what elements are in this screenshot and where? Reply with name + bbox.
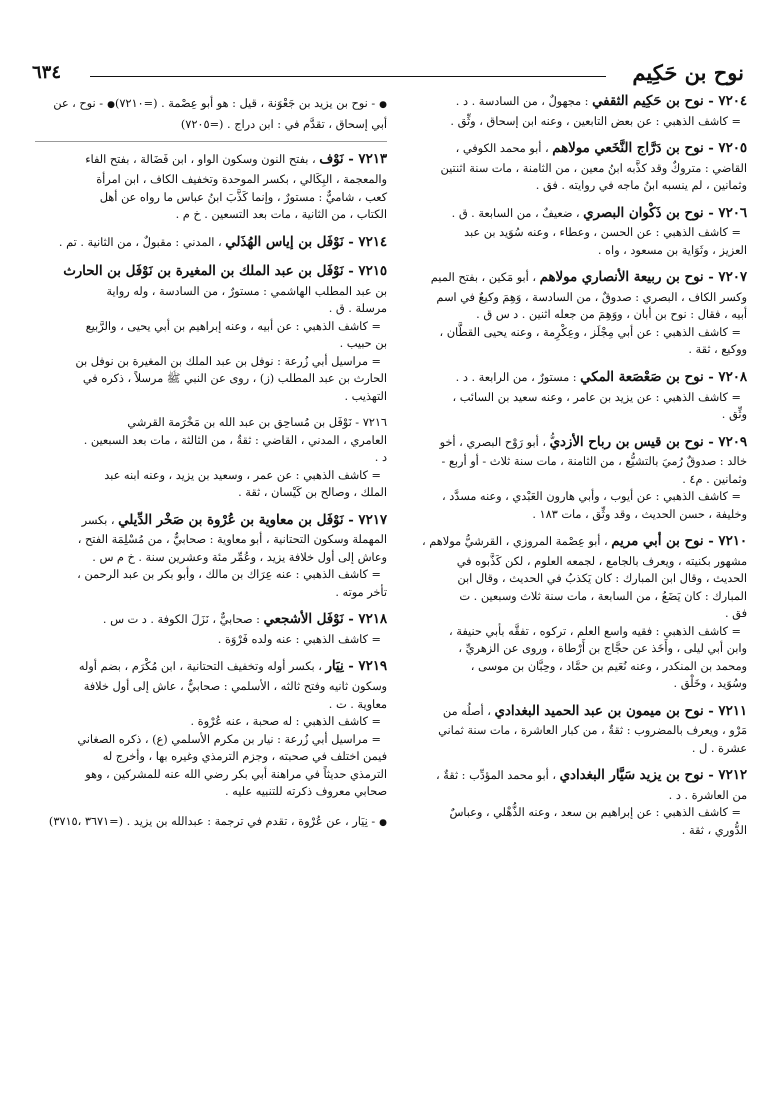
entry-line: العامري ، المدني ، القاضي : ثقةٌ ، من الثالثة ، مات بعد السبعين . bbox=[83, 433, 387, 447]
entry-heading: ٧٢١٩ - نِيَار bbox=[325, 659, 387, 675]
entry-line bbox=[407, 139, 747, 160]
entry-line: فق . bbox=[724, 607, 747, 621]
entry-line: الملك ، وصالح بن كَيْسان ، ثقة . bbox=[238, 486, 387, 500]
biography-entry bbox=[407, 268, 747, 359]
entry-line: = كاشف الذهبي : عن أيوب ، وأبي هارون العَبْدي ، وعنه مسدَّد ، bbox=[442, 490, 741, 504]
biography-entry bbox=[407, 92, 747, 130]
entry-line: د . bbox=[374, 451, 387, 465]
entry-heading: ٧٢١١ - نوح بن ميمون بن عبد الحميد البغدادي bbox=[494, 703, 747, 719]
biography-entry bbox=[407, 766, 747, 839]
biography-entry bbox=[35, 610, 387, 648]
entry-line: فيمن اختلف في صحبته ، وجزم الترمذي وغيره بها ، وأخرج له bbox=[102, 750, 387, 764]
entry-line: = كاشف الذهبي : عن يزيد بن عامر ، وعنه سعيد بن السائب ، bbox=[452, 390, 741, 404]
entry-line bbox=[407, 766, 747, 787]
entry-line: = مراسيل أبي زُرعة : نوفل بن عبد الملك بن المغيرة بن نوفل بن bbox=[75, 354, 381, 368]
entry-line: تأخر موته . bbox=[335, 585, 387, 599]
entry-line bbox=[407, 433, 747, 454]
entry-line: وكسر الكاف ، البصري : صدوقٌ ، من السادسة ، وَهِمَ وكيعٌ في اسم bbox=[436, 290, 747, 304]
entry-line: معاوية . ت . bbox=[328, 697, 387, 711]
entry-line bbox=[35, 233, 387, 254]
cross-reference: ● - نوح ، عن أبي إسحاق ، تقدَّم في : ابن دراج . (=٧٢٠٥) bbox=[53, 97, 387, 131]
entry-line: الترمذي حديثاً في مراهنة أبي بكر رضي الله عنه للمشركين ، وهو bbox=[85, 767, 387, 781]
entry-line: = كاشف الذهبي : عن إبراهيم بن سعد ، وعنه الذُّهْلي ، وعباسٌ bbox=[449, 806, 741, 820]
entry-heading: ٧٢٠٩ - نوح بن قيس بن رباح الأزدي bbox=[549, 434, 747, 450]
entry-heading: ٧٢١٨ - نَوْفَل الأشجعي bbox=[263, 612, 387, 628]
entry-line: وسكون ثانيه وفتح ثالثه ، الأسلمي : صحابيٌّ ، عاش إلى أول خلافة bbox=[83, 680, 387, 694]
entry-line bbox=[35, 150, 387, 171]
entry-line: = كاشف الذهبي : عنه ولده فَرْوَة . bbox=[217, 632, 381, 646]
left-column bbox=[35, 92, 387, 831]
biography-entry bbox=[35, 511, 387, 602]
right-column bbox=[407, 92, 747, 848]
entry-heading: ٧٢١٣ - نَوْف bbox=[319, 152, 387, 168]
entry-line bbox=[407, 532, 747, 553]
biography-entry bbox=[407, 139, 747, 195]
entry-line: المهملة وسكون التحتانية ، أبو معاوية : صحابيٌّ ، من مُسْلِمَة الفتح ، bbox=[77, 533, 387, 547]
cross-reference-notes bbox=[35, 92, 387, 133]
entry-line: أبيه ، فقال : نوح بن أبان ، ووَهِمَ من جعله اثنين . د س ق . bbox=[476, 308, 747, 322]
entry-line: = كاشف الذهبي : له صحبة ، عنه عُرْوة . bbox=[190, 715, 381, 729]
entry-heading-rest: ، أصلُه من bbox=[442, 704, 495, 718]
entry-heading-rest: : مجهولٌ ، من السادسة . د . bbox=[455, 95, 593, 108]
entry-heading: ٧٢١٤ - نَوْفَل بن إياس الهُذَلي bbox=[225, 234, 387, 250]
entry-line: ومحمد بن المنكدر ، وعنه نُعَيم بن حمَّاد ، وحِبَّان بن موسى ، bbox=[470, 659, 747, 673]
entry-line bbox=[407, 702, 747, 723]
entry-line bbox=[35, 657, 387, 678]
entry-line: = كاشف الذهبي : عن بعض التابعين ، وعنه ابن إسحاق ، وثِّق . bbox=[450, 114, 741, 128]
entry-line: = مراسيل أبي زُرعة : نيار بن مكرم الأسلمي (ع) ، ذكره الصغاني bbox=[77, 732, 381, 746]
entry-line: وابن أبي ليلى ، وأَخَذ عن حجَّاج بن أَرْطاة ، وروى عن الزهريِّ ، bbox=[458, 642, 747, 656]
biography-entry bbox=[407, 532, 747, 693]
entry-heading: ٧٢١٢ - نوح بن يزيد سَيَّار البغدادي bbox=[559, 768, 747, 784]
running-title: نوح بن حَكِيم bbox=[632, 60, 744, 85]
entry-line: وثمانين ، لم ينسبه ابنُ ماجه في روايته . فق . bbox=[535, 179, 747, 193]
entry-heading: ٧٢١٧ - نَوْفَل بن معاوية بن عُرْوة بن صَخْر الدِّيلي bbox=[118, 512, 387, 528]
biography-entry bbox=[407, 368, 747, 424]
entry-heading: ٧٢٠٦ - نوح بن ذَكْوان البصري bbox=[583, 205, 747, 221]
entry-line: العزيز ، وثَوَاية بن مسعود ، واه . bbox=[597, 243, 747, 257]
entry-line bbox=[407, 92, 747, 113]
entry-line: خالد : صدوقٌ رُميَ بالتشيُّع ، من الثامنة ، مات سنة ثلاث - أو أربع - bbox=[441, 455, 747, 469]
left-entries bbox=[35, 150, 387, 800]
entry-line bbox=[407, 204, 747, 225]
notes-divider bbox=[35, 141, 387, 142]
biography-entry bbox=[35, 657, 387, 800]
cross-reference: ٣٧١٥) bbox=[48, 814, 78, 828]
entry-line: والمعجمة ، البِكَالي ، بكسر الموحدة وتخفيف الكاف ، ابن امرأة bbox=[96, 173, 387, 187]
entry-heading-rest: : صحابيٌّ ، نَزَلَ الكوفة . د ت س . bbox=[102, 613, 264, 627]
entry-heading: ٧٢١٠ - نوح بن أبي مريم bbox=[611, 534, 747, 550]
entry-line: التهذيب . bbox=[344, 389, 387, 403]
entry-heading: ٧٢١٥ - نَوْفَل بن عبد الملك بن المغيرة بن نَوْفَل بن الحارث bbox=[63, 264, 387, 280]
entry-line: وثمانين . م٤ . bbox=[682, 472, 747, 486]
entry-heading-rest: ، بكسر أوله وتخفيف التحتانية ، ابن مُكْرَم ، بضم أوله bbox=[78, 660, 326, 674]
entry-line: وسُوَيد ، وخَلْق . bbox=[673, 677, 747, 691]
entry-line bbox=[407, 268, 747, 289]
entry-line: الدُّوري ، ثقة . bbox=[681, 823, 747, 837]
entry-heading-rest: ُّ ، أبو رَوْح البصري ، أخو bbox=[439, 435, 550, 449]
entry-line: ٧٢١٦ - نَوْفَل بن مُساحِق بن عبد الله بن مَخْرَمة القرشي bbox=[127, 416, 387, 430]
entry-heading-rest: : مستورٌ ، من الرابعة . د . bbox=[455, 370, 581, 384]
entry-line: وثِّق . bbox=[721, 408, 747, 422]
entry-heading-rest: ، بفتح النون وسكون الواو ، ابن فَضَالة ، بفتح الفاء bbox=[85, 153, 320, 167]
entry-line: ووكيع ، ثقة . bbox=[688, 343, 747, 357]
entry-heading-rest: ، أبو مَكين ، بفتح الميم bbox=[430, 271, 540, 285]
entry-heading-rest: ، أبو محمد المؤدِّب : ثقةٌ ، bbox=[435, 769, 560, 783]
entry-line: بن حبيب . bbox=[339, 337, 387, 351]
entry-line: القاضي : متروكٌ وقد كذَّبه ابنُ معين ، من الثامنة ، مات سنة اثنتين bbox=[440, 161, 747, 175]
entry-line: = كاشف الذهبي : فقيه واسع العلم ، تركوه ، تفقَّه بأبي حنيفة ، bbox=[449, 624, 741, 638]
entry-line bbox=[407, 368, 747, 389]
entry-line: بن عبد المطلب الهاشمي : مستورٌ ، من السادسة ، وله رواية bbox=[106, 284, 387, 298]
entry-heading-rest: ، أبو محمد الكوفي ، bbox=[455, 142, 553, 156]
entry-line: مَرْو ، ويعرف بالمضروب : ثقةٌ ، من كبار العاشرة ، مات سنة ثماني bbox=[438, 724, 747, 738]
entry-heading-rest: ، المدني : مقبولٌ ، من الثانية . تم . bbox=[58, 235, 226, 249]
entry-line: الحديث ، وقال ابن المبارك : كان يَكذبُ في الحديث ، وقال ابن bbox=[457, 572, 747, 586]
entry-heading-rest: ، أبو عِصْمة المروزي ، القرشيُّ مولاهم ، bbox=[422, 535, 612, 549]
cross-reference: ● - نوح بن يزيد بن جَعْوَنة ، قيل : هو أبو عِصْمة . (=٧٢١٠) bbox=[115, 97, 387, 110]
biography-entry bbox=[407, 702, 747, 758]
cross-reference: ● - نِيَار ، عن عُرْوة ، تقدم في ترجمة : عبدالله بن يزيد . (=٣٦٧١ ، bbox=[78, 815, 387, 828]
entry-heading-rest: ، ضعيفٌ ، من السابعة . ق . bbox=[451, 206, 584, 220]
entry-line: المبارك : كان يَضَعُ ، من السابعة ، مات سنة ثلاث وسبعين . ت bbox=[459, 589, 747, 603]
entry-heading: ٧٢٠٥ - نوح بن دَرَّاج النَّخَعي مولاهم bbox=[552, 141, 747, 157]
entry-line: = كاشف الذهبي : عنه عِرَاك بن مالك ، وأبو بكر بن عبد الرحمن ، bbox=[77, 568, 381, 582]
entry-line: صحابي معروف ذكرته للتنبيه عليه . bbox=[225, 785, 387, 799]
biography-entry bbox=[35, 233, 387, 254]
biography-entry bbox=[35, 414, 387, 502]
entry-heading: ٧٢٠٧ - نوح بن ربيعة الأنصاري مولاهم bbox=[539, 270, 747, 286]
entry-line bbox=[35, 511, 387, 532]
biography-entry bbox=[35, 262, 387, 405]
entry-heading: ٧٢٠٨ - نوح بن صَعْصَعة المكي bbox=[580, 369, 747, 385]
page-number: ٦٣٤ bbox=[32, 62, 62, 83]
entry-line: = كاشف الذهبي : عن عمر ، وسعيد بن يزيد ، وعنه ابنه عبد bbox=[104, 468, 381, 482]
entry-line: = كاشف الذهبي : عن أبيه ، وعنه إبراهيم بن أبي يحيى ، والرَّبيع bbox=[85, 319, 381, 333]
entry-line: = كاشف الذهبي : عن أبي مِجْلَز ، وعِكْرِمة ، وعنه يحيى القطَّان ، bbox=[439, 325, 741, 339]
biography-entry bbox=[407, 204, 747, 260]
entry-heading: ٧٢٠٤ - نوح بن حَكِيم الثقفي bbox=[592, 94, 747, 109]
entry-line: كعب ، شاميٌّ : مستورٌ ، وإنما كَذَّبَ ابنُ عباس ما رواه عن أهل bbox=[99, 190, 387, 204]
entry-line: مشهور بكنيته ، ويعرف بالجامع ، لجمعه العلوم ، لكن كَذَّبوه في bbox=[456, 554, 747, 568]
entry-line: الحارث بن عبد المطلب (ز) ، روى عن النبي ﷺ مرسلاً ، ذكره في bbox=[82, 372, 387, 386]
entry-line: وخليفة ، حسن الحديث ، وقد وثِّق ، مات ١٨٣ . bbox=[532, 507, 747, 521]
header-rule bbox=[90, 76, 606, 77]
entry-line: مرسلة . ق . bbox=[328, 302, 387, 316]
entry-line: = كاشف الذهبي : عن الحسن ، وعطاء ، وعنه سُوَيد بن عبد bbox=[464, 226, 741, 240]
entry-line bbox=[35, 262, 387, 283]
page-header bbox=[32, 60, 744, 90]
biography-entry bbox=[407, 433, 747, 524]
cross-reference-notes-bottom bbox=[35, 810, 387, 831]
entry-line bbox=[35, 610, 387, 631]
entry-line: وعاش إلى أول خلافة يزيد ، وعُمِّر مئة وعشرين سنة . خ م س . bbox=[92, 550, 387, 564]
entry-line: الكتاب ، من الثانية ، مات بعد التسعين . خ م . bbox=[175, 208, 387, 222]
entry-line: من العاشرة . د . bbox=[668, 788, 747, 802]
biography-entry bbox=[35, 150, 387, 223]
entry-heading-rest: ، بكسر bbox=[81, 513, 119, 527]
entry-line: عشرة . ل . bbox=[691, 741, 747, 755]
